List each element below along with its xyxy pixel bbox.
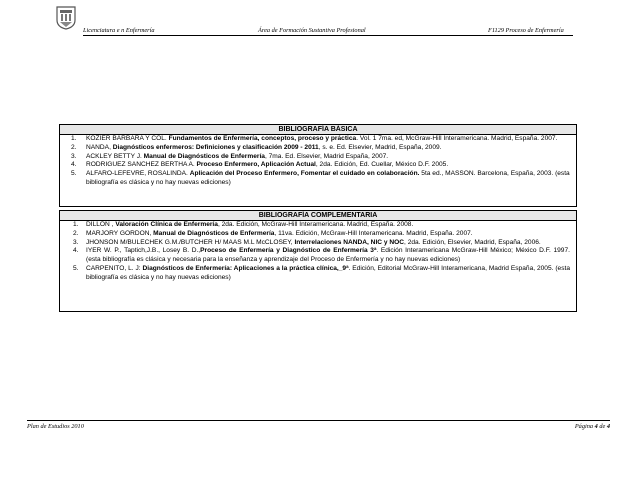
page-footer [0, 420, 638, 434]
footer-divider [27, 420, 610, 421]
header-divider [83, 35, 573, 36]
header-program: Licenciatura e n Enfermería [83, 27, 155, 34]
list-item: 2. MARJORY GORDON, Manual de Diagnósticos de Enfermería, 11va. Edición, McGraw-Hill Interamericana. Madrid, España. 2007. [73, 229, 473, 237]
university-seal-icon [56, 6, 76, 30]
list-item: 1. DILLON , Valoración Clínica de Enfermería, 2da. Edición, McGraw-Hill Interamericana. Madrid, España. 2008. [73, 221, 414, 228]
header-course: F1129 Proceso de Enfermería [488, 27, 564, 34]
list-item: 3. ACKLEY BETTY J. Manual de Diagnósticos de Enfermería, 7ma. Ed. Elsevier, Madrid España, 2007. [71, 152, 389, 160]
complementary-bibliography-title: BIBLIOGRAFÍA COMPLEMENTARIA [60, 211, 576, 221]
basic-bibliography-title: BIBLIOGRAFÍA BÁSICA [60, 125, 576, 135]
complementary-reference-list [60, 221, 576, 283]
list-item: 5. CARPENITO, L. J: Diagnósticos de Enfermería: Aplicaciones a la práctica clínica,_9ª. Edición, Editorial McGraw-Hill Interamericana, Madrid España, 2005. (esta bibliografía es clásica y no hay nuevas ediciones) [73, 264, 571, 281]
list-item: 2. NANDA, Diagnósticos enfermeros: Definiciones y clasificación 2009 - 2011, s. e. Ed. Elsevier, Madrid, España, 2009. [71, 143, 442, 151]
footer-plan: Plan de Estudios 2010 [27, 423, 84, 430]
list-item: 5. ALFARO-LEFEVRE, ROSALINDA. Aplicación del Proceso Enfermero, Fomentar el cuidado en colaboración. 5ta ed., MASSON. Barcelona, España, 2003. (esta bibliografía es clásica y no hay nuevas ediciones) [71, 170, 570, 186]
list-item: 1. KOZIER BARBARA Y COL. Fundamentos de Enfermería, conceptos, proceso y práctica. Vol. 1 7ma. ed, McGraw-Hill Interamericana. Madrid, España. 2007. [71, 135, 558, 142]
basic-reference-list [60, 135, 576, 188]
basic-bibliography-table [59, 124, 577, 207]
list-item: 4. RODRIGUEZ SANCHEZ BERTHA A. Proceso Enfermero, Aplicación Actual, 2da. Edición, Ed. Cuellar, México D.F. 2005. [71, 161, 449, 169]
list-item: 3. JHONSON M/BULECHEK G.M./BUTCHER H/ MAAS M.L McCLOSEY, Interrelaciones NANDA, NIC y NOC, 2da. Edición, Elsevier, Madrid, España, 2006. [73, 238, 541, 246]
page-header [0, 0, 638, 36]
header-area: Área de Formación Sustantiva Profesional [258, 27, 366, 34]
footer-page-number: Página 4 de 4 [574, 423, 610, 430]
list-item: 4. IYER W. P., Taptich,J.B., Losey B. D.,Proceso de Enfermería y Diagnóstico de Enfermería 3ª. Edición Interamericana McGraw-Hill México; México D.F. 1997. (esta bibliografía es clásica y necesaria para la enseñanza y aprendizaje del Proceso de Enfermería y no hay nuevas ediciones) [73, 247, 570, 264]
complementary-bibliography-table [59, 210, 577, 312]
